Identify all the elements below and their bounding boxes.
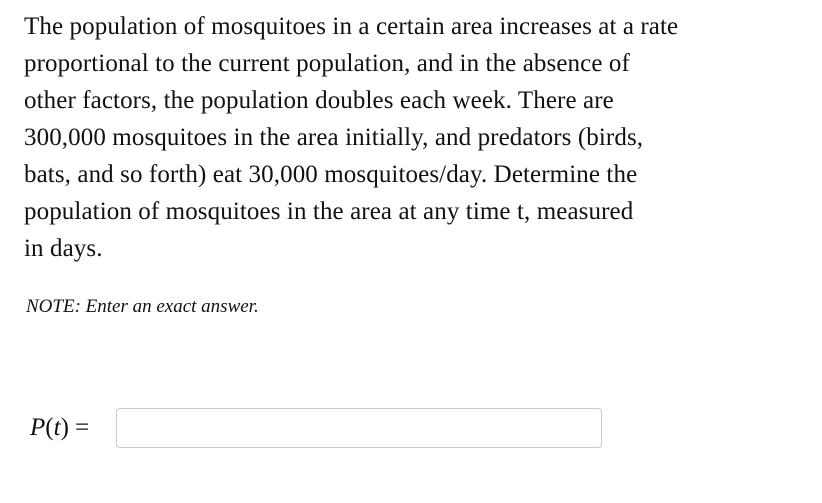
answer-input[interactable] [116, 408, 602, 448]
problem-line-6: population of mosquitoes in the area at any time t, measured [24, 198, 634, 225]
problem-line-4: 300,000 mosquitoes in the area initially, and predators (birds, [24, 124, 644, 151]
problem-line-2: proportional to the current population, and in the absence of [24, 50, 630, 77]
function-name: P [30, 414, 46, 441]
open-paren: ( [45, 414, 54, 441]
problem-line-5: bats, and so forth) eat 30,000 mosquitoes/day. Determine the [24, 161, 638, 188]
answer-label [30, 406, 116, 450]
variable-name: t [53, 414, 61, 441]
problem-line-7: in days. [24, 235, 103, 262]
problem-line-1: The population of mosquitoes in a certain area increases at a rate [24, 13, 679, 40]
answer-row [30, 406, 602, 450]
close-paren: ) [60, 414, 69, 441]
problem-statement [24, 8, 814, 267]
note-text: NOTE: Enter an exact answer. [26, 296, 259, 317]
equals-sign: = [68, 414, 90, 441]
problem-line-3: other factors, the population doubles each week. There are [24, 87, 614, 114]
